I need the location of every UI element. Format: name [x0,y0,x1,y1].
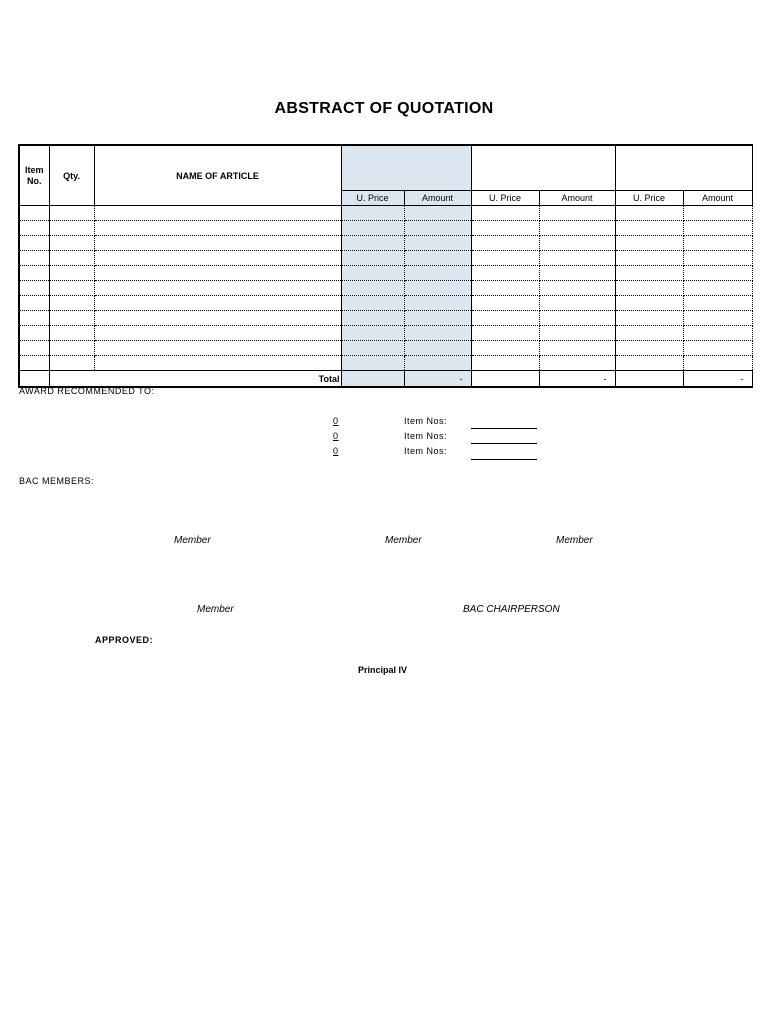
vendor-2-amount-cell[interactable] [539,356,615,371]
member-signature-1: Member [174,535,211,546]
item-no-cell[interactable] [19,341,49,356]
award-item-nos-line-1[interactable] [471,428,537,429]
article-name-cell[interactable] [94,266,341,281]
article-name-cell[interactable] [94,341,341,356]
vendor-2-unit-price-cell[interactable] [471,341,539,356]
vendor-1-unit-price-cell[interactable] [341,206,404,221]
vendor-1-amount-cell[interactable] [404,296,471,311]
qty-cell[interactable] [49,281,94,296]
vendor-3-unit-price-cell[interactable] [615,251,683,266]
principal-signatory: Principal IV [358,665,408,675]
vendor-3-unit-price-cell[interactable] [615,281,683,296]
article-name-cell[interactable] [94,281,341,296]
award-recommended-label: AWARD RECOMMENDED TO: [19,386,155,396]
table-row [19,206,752,221]
qty-cell[interactable] [49,266,94,281]
vendor-1-unit-price-cell[interactable] [341,341,404,356]
vendor-2-total-unit-price[interactable] [471,371,539,388]
article-name-cell[interactable] [94,356,341,371]
vendor-2-unit-price-cell[interactable] [471,251,539,266]
vendor-1-unit-price-cell[interactable] [341,221,404,236]
total-row [19,371,752,388]
award-item-nos-label-3: Item Nos: [404,446,448,456]
qty-cell[interactable] [49,251,94,266]
vendor-1-amount-cell[interactable] [404,206,471,221]
vendor-3-amount-cell[interactable] [683,296,752,311]
qty-cell[interactable] [49,326,94,341]
vendor-3-unit-price-cell[interactable] [615,266,683,281]
vendor-2-unit-price-cell[interactable] [471,281,539,296]
item-no-cell[interactable] [19,206,49,221]
vendor-3-total-amount[interactable]: - [683,371,752,388]
vendor-1-amount-cell[interactable] [404,251,471,266]
table-row [19,221,752,236]
vendor-2-amount-cell[interactable] [539,251,615,266]
vendor-3-amount-cell[interactable] [683,251,752,266]
vendor-1-amount-cell[interactable] [404,341,471,356]
qty-cell[interactable] [49,356,94,371]
vendor-2-unit-price-cell[interactable] [471,221,539,236]
qty-cell[interactable] [49,341,94,356]
table-row [19,356,752,371]
item-no-cell[interactable] [19,311,49,326]
article-name-cell[interactable] [94,251,341,266]
vendor-1-unit-price-cell[interactable] [341,236,404,251]
header-item-no: Item No. [19,145,49,206]
qty-cell[interactable] [49,296,94,311]
bac-members-label: BAC MEMBERS: [19,476,95,486]
vendor-2-header[interactable] [471,145,615,191]
vendor-2-amount-cell[interactable] [539,341,615,356]
vendor-2-unit-price-cell[interactable] [471,296,539,311]
total-label: Total [94,371,341,388]
vendor-2-unit-price-cell[interactable] [471,236,539,251]
approved-label: APPROVED: [95,635,154,645]
vendor-3-amount-cell[interactable] [683,326,752,341]
vendor-2-unit-price-cell[interactable] [471,206,539,221]
bac-chairperson-signature: BAC CHAIRPERSON [463,604,560,615]
vendor-2-unit-price-cell[interactable] [471,356,539,371]
vendor-3-amount-cell[interactable] [683,311,752,326]
table-row [19,236,752,251]
award-value-2: 0 [333,431,339,441]
vendor-2-unit-price-cell[interactable] [471,326,539,341]
vendor-1-unit-price-cell[interactable] [341,326,404,341]
vendor-2-amount-cell[interactable] [539,281,615,296]
article-name-cell[interactable] [94,221,341,236]
vendor-1-amount-cell[interactable] [404,281,471,296]
qty-cell[interactable] [49,206,94,221]
vendor-2-amount-cell[interactable] [539,311,615,326]
qty-cell[interactable] [49,311,94,326]
award-value-1: 0 [333,416,339,426]
table-row [19,326,752,341]
vendor-1-amount-cell[interactable] [404,326,471,341]
vendor-3-amount-cell[interactable] [683,356,752,371]
award-item-nos-line-3[interactable] [471,459,537,460]
vendor-3-amount-cell[interactable] [683,266,752,281]
qty-cell[interactable] [49,221,94,236]
item-no-cell[interactable] [19,296,49,311]
vendor-1-amount-cell[interactable] [404,266,471,281]
vendor-3-unit-price-cell[interactable] [615,236,683,251]
vendor-1-total-unit-price[interactable] [341,371,404,388]
award-value-3: 0 [333,446,339,456]
article-name-cell[interactable] [94,311,341,326]
vendor-3-unit-price-cell[interactable] [615,206,683,221]
vendor-3-amount-cell[interactable] [683,206,752,221]
vendor-2-amount-cell[interactable] [539,221,615,236]
vendor-1-amount-cell[interactable] [404,236,471,251]
table-row [19,311,752,326]
vendor-2-amount-cell[interactable] [539,296,615,311]
vendor-1-amount-cell[interactable] [404,221,471,236]
total-cell-empty [19,371,49,388]
vendor-1-amount-cell[interactable] [404,311,471,326]
item-no-cell[interactable] [19,326,49,341]
quotation-table [18,144,753,388]
vendor-1-unit-price-header: U. Price [341,191,404,206]
vendor-3-unit-price-header: U. Price [615,191,683,206]
vendor-3-unit-price-cell[interactable] [615,296,683,311]
vendor-2-amount-cell[interactable] [539,326,615,341]
award-item-nos-line-2[interactable] [471,443,537,444]
table-row [19,281,752,296]
table-row [19,341,752,356]
vendor-3-unit-price-cell[interactable] [615,311,683,326]
table-row [19,266,752,281]
member-signature-2: Member [385,535,422,546]
article-name-cell[interactable] [94,326,341,341]
item-no-cell[interactable] [19,266,49,281]
qty-cell[interactable] [49,236,94,251]
vendor-1-total-amount[interactable]: - [404,371,471,388]
vendor-3-amount-cell[interactable] [683,341,752,356]
vendor-2-total-amount[interactable]: - [539,371,615,388]
vendor-1-unit-price-cell[interactable] [341,311,404,326]
page-title: ABSTRACT OF QUOTATION [274,100,494,117]
vendor-1-unit-price-cell[interactable] [341,296,404,311]
vendor-3-amount-cell[interactable] [683,281,752,296]
vendor-3-unit-price-cell[interactable] [615,221,683,236]
vendor-3-unit-price-cell[interactable] [615,356,683,371]
vendor-3-amount-cell[interactable] [683,221,752,236]
total-cell-empty [49,371,94,388]
vendor-2-unit-price-header: U. Price [471,191,539,206]
item-no-cell[interactable] [19,236,49,251]
item-no-cell[interactable] [19,356,49,371]
header-name-of-article: NAME OF ARTICLE [94,145,341,206]
vendor-1-amount-cell[interactable] [404,356,471,371]
vendor-2-amount-cell[interactable] [539,236,615,251]
item-no-cell[interactable] [19,281,49,296]
member-signature-3: Member [556,535,593,546]
vendor-1-unit-price-cell[interactable] [341,251,404,266]
member-signature-4: Member [197,604,234,615]
vendor-3-amount-header: Amount [683,191,752,206]
table-body [19,206,752,371]
vendor-1-unit-price-cell[interactable] [341,356,404,371]
vendor-2-unit-price-cell[interactable] [471,266,539,281]
article-name-cell[interactable] [94,236,341,251]
vendor-3-header[interactable] [615,145,752,191]
vendor-3-amount-cell[interactable] [683,236,752,251]
vendor-3-total-unit-price[interactable] [615,371,683,388]
vendor-2-amount-header: Amount [539,191,615,206]
vendor-1-unit-price-cell[interactable] [341,266,404,281]
item-no-cell[interactable] [19,251,49,266]
vendor-2-amount-cell[interactable] [539,266,615,281]
vendor-1-unit-price-cell[interactable] [341,281,404,296]
article-name-cell[interactable] [94,296,341,311]
article-name-cell[interactable] [94,206,341,221]
vendor-3-unit-price-cell[interactable] [615,341,683,356]
table-row [19,296,752,311]
item-no-cell[interactable] [19,221,49,236]
award-item-nos-label-2: Item Nos: [404,431,448,441]
vendor-2-unit-price-cell[interactable] [471,311,539,326]
header-qty: Qty. [49,145,94,206]
vendor-1-header[interactable] [341,145,471,191]
award-item-nos-label-1: Item Nos: [404,416,448,426]
table-row [19,251,752,266]
vendor-3-unit-price-cell[interactable] [615,326,683,341]
vendor-2-amount-cell[interactable] [539,206,615,221]
vendor-1-amount-header: Amount [404,191,471,206]
